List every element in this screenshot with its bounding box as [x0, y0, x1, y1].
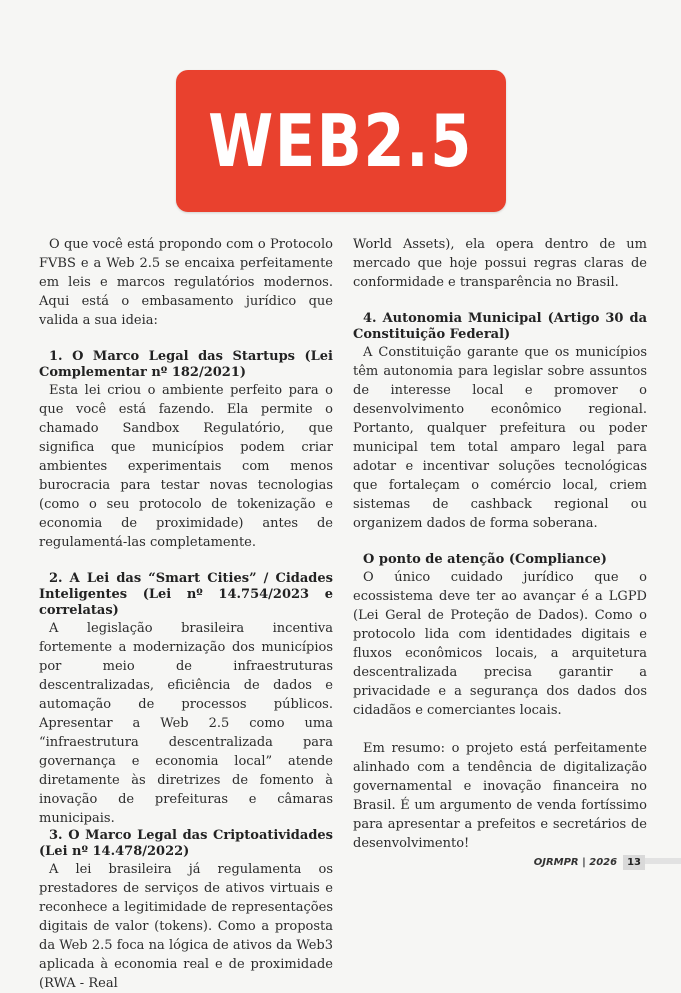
section-4-body: A Constituição garante que os municípios têm autonomia para legislar sobre assuntos de interesse local e promover o desenvolvimento econômico regional. Portanto, qualquer prefeitura ou poder municipal tem total amparo legal para adotar e incentivar soluções tecnológicas que fortaleçam o comércio local, criem sistemas de cashback regional ou organizem dados de forma soberana.: [353, 345, 647, 531]
page-number: 13: [623, 855, 645, 870]
section-2-body: A legislação brasileira incentiva fortemente a modernização dos municípios por meio de infraestruturas descentralizadas, eficiência de dados e automação de processos públicos. Apresentar a Web 2.5 como uma “infraestrutura descentralizada para governança e economia local” atende diretamente às diretrizes de fomento à inovação de prefeituras e câmaras municipais.: [39, 621, 333, 826]
compliance-body: O único cuidado jurídico que o ecossistema deve ter ao avançar é a LGPD (Lei Geral de Proteção de Dados). Como o protocolo lida com identidades digitais e fluxos econômicos locais, a arquitetura descentralizada precisa garantir a privacidade e a segurança dos dados dos cidadãos e comerciantes locais.: [353, 570, 647, 718]
title-banner: [176, 70, 506, 212]
publication-label: OJRMPR | 2026: [533, 857, 618, 868]
summary-paragraph: Em resumo: o projeto está perfeitamente alinhado com a tendência de digitalização governamental e inovação financeira no Brasil. É um argumento de venda fortíssimo para apresentar a prefeitos e secretários de desenvolvimento!: [353, 741, 647, 851]
footer-rule: [645, 858, 681, 864]
page-footer: [534, 855, 645, 870]
section-3-body: A lei brasileira já regulamenta os prestadores de serviços de ativos virtuais e reconhece a legitimidade de representações digitais de valor (tokens). Como a proposta da Web 2.5 foca na lógica de ativos da Web3 aplicada à economia real e de proximidade (RWA - Real: [39, 862, 333, 991]
compliance-heading: O ponto de atenção (Compliance): [363, 552, 607, 567]
section-1-heading: 1. O Marco Legal das Startups (Lei Complementar nº 182/2021): [39, 349, 333, 380]
intro-paragraph: O que você está propondo com o Protocolo FVBS e a Web 2.5 se encaixa perfeitamente em leis e marcos regulatórios modernos. Aqui está o embasamento jurídico que valida a sua ideia:: [39, 237, 333, 328]
banner-title: WEB2.5: [208, 99, 474, 183]
section-4-heading: 4. Autonomia Municipal (Artigo 30 da Constituição Federal): [353, 311, 647, 342]
section-3-heading: 3. O Marco Legal das Criptoatividades (Lei nº 14.478/2022): [39, 828, 333, 859]
right-column: [353, 235, 647, 853]
section-2-heading: 2. A Lei das “Smart Cities” / Cidades Inteligentes (Lei nº 14.754/2023 e correlatas): [39, 571, 333, 618]
section-1-body: Esta lei criou o ambiente perfeito para o que você está fazendo. Ela permite o chamado Sandbox Regulatório, que significa que municípios podem criar ambientes experimentais com menos burocracia para testar novas tecnologias (como o seu protocolo de tokenização e economia de proximidade) antes de regulamentá-las completamente.: [39, 383, 333, 550]
left-column: [39, 235, 333, 993]
continuation-paragraph: World Assets), ela opera dentro de um mercado que hoje possui regras claras de conformidade e transparência no Brasil.: [353, 237, 647, 290]
